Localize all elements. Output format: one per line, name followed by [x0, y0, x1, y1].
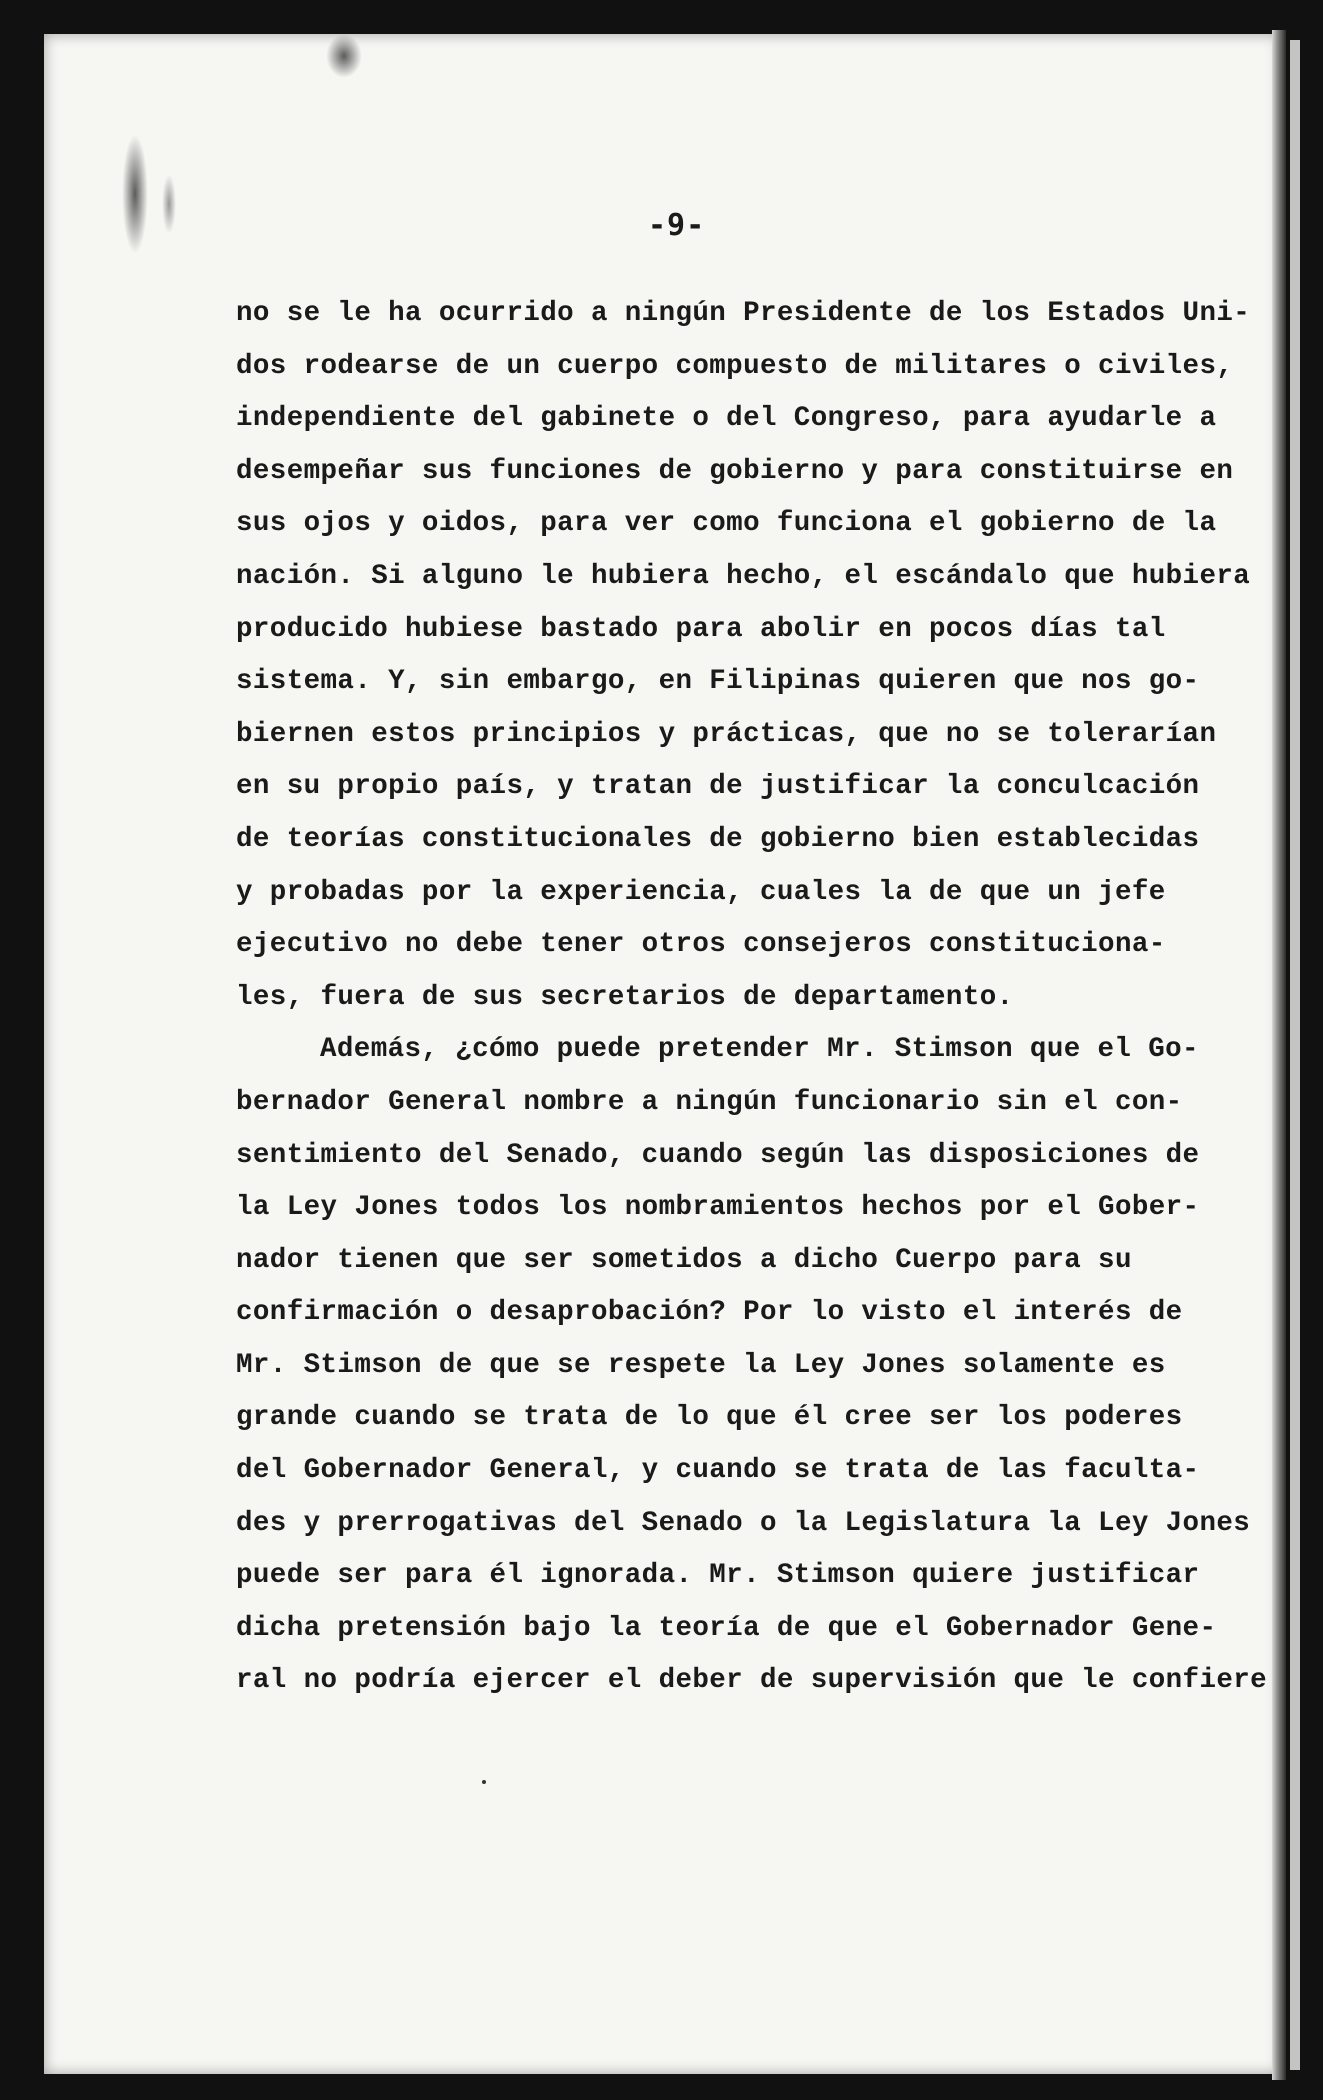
text-line: dicha pretensión bajo la teoría de que el Gobernador Gene-	[236, 1612, 1217, 1644]
ink-smudge	[162, 174, 176, 234]
text-line: desempeñar sus funciones de gobierno y para constituirse en	[236, 455, 1234, 487]
text-line: puede ser para él ignorada. Mr. Stimson quiere justificar	[236, 1560, 1200, 1592]
text-line: grande cuando se trata de lo que él cree ser los poderes	[236, 1402, 1183, 1434]
text-line: de teorías constitucionales de gobierno bien establecidas	[236, 823, 1200, 855]
text-line: y probadas por la experiencia, cuales la de que un jefe	[236, 876, 1166, 908]
text-line: biernen estos principios y prácticas, que no se tolerarían	[236, 718, 1217, 750]
text-line: en su propio país, y tratan de justificar la conculcación	[236, 771, 1200, 803]
text-line: la Ley Jones todos los nombramientos hechos por el Gober-	[236, 1192, 1200, 1224]
ink-smudge	[326, 34, 362, 78]
text-line: sentimiento del Senado, cuando según las disposiciones de	[236, 1139, 1200, 1171]
speck	[482, 1780, 486, 1784]
text-line: producido hubiese bastado para abolir en pocos días tal	[236, 613, 1166, 645]
paragraph-start-line: Además, ¿cómo puede pretender Mr. Stimson que el Go-	[320, 1034, 1199, 1066]
text-line: sistema. Y, sin embargo, en Filipinas quieren que nos go-	[236, 666, 1200, 698]
page-edge-shadow	[1272, 30, 1286, 2080]
text-line: bernador General nombre a ningún funcionario sin el con-	[236, 1086, 1183, 1118]
text-line: Mr. Stimson de que se respete la Ley Jones solamente es	[236, 1349, 1166, 1381]
text-line: les, fuera de sus secretarios de departamento.	[236, 981, 1014, 1013]
text-line: confirmación o desaprobación? Por lo visto el interés de	[236, 1297, 1183, 1329]
text-line: nador tienen que ser sometidos a dicho Cuerpo para su	[236, 1244, 1132, 1276]
body-text	[236, 288, 1268, 1708]
text-line: no se le ha ocurrido a ningún Presidente de los Estados Uni-	[236, 298, 1251, 329]
text-line: ral no podría ejercer el deber de supervisión que le confiere	[236, 1665, 1268, 1697]
text-line: nación. Si alguno le hubiera hecho, el escándalo que hubiera	[236, 560, 1251, 592]
text-line: del Gobernador General, y cuando se trata de las faculta-	[236, 1455, 1200, 1487]
ink-smudge	[122, 134, 148, 254]
text-line: dos rodearse de un cuerpo compuesto de militares o civiles,	[236, 350, 1234, 382]
text-line: ejecutivo no debe tener otros consejeros constituciona-	[236, 929, 1166, 961]
text-line: sus ojos y oidos, para ver como funciona el gobierno de la	[236, 508, 1217, 540]
text-line: independiente del gabinete o del Congreso, para ayudarle a	[236, 403, 1217, 435]
text-line: des y prerrogativas del Senado o la Legislatura la Ley Jones	[236, 1507, 1251, 1539]
page-number: -9-	[648, 208, 706, 243]
page-edge-strip	[1290, 40, 1300, 2070]
